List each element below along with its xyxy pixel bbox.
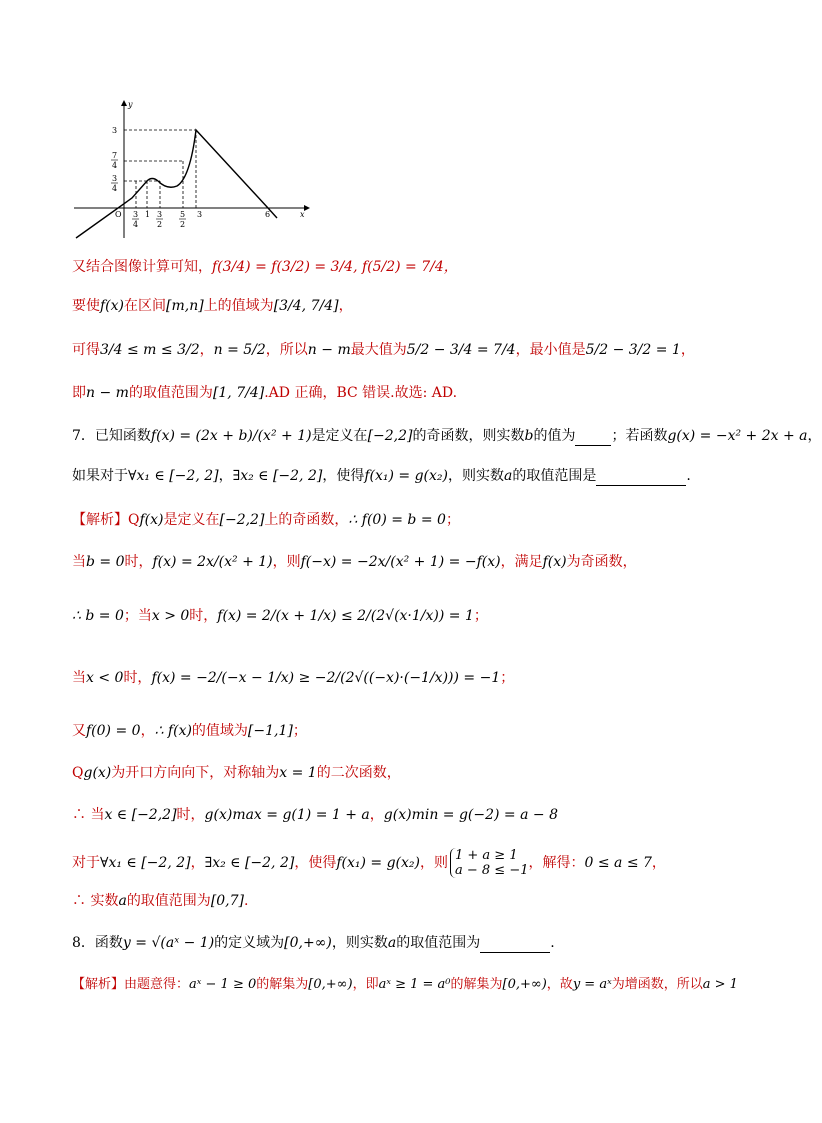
origin-label: O: [115, 210, 122, 219]
x-tick-3-over-4-den: 4: [133, 220, 139, 229]
x-tick-3-over-2-num: 3: [157, 210, 163, 219]
question-7-line-1: 7．已知函数f(x) = (2x + b)/(x² + 1)是定义在[−2,2]的奇函数，则实数b的值为 ；若函数g(x) = −x² + 2x + a，: [72, 428, 822, 444]
y-tick-3-over-4-num: 3: [112, 174, 118, 183]
solution-7-line-5: 又f(0) = 0，∴ f(x)的值域为[−1,1]；: [72, 723, 307, 739]
x-tick-5-over-2-den: 2: [180, 220, 186, 229]
function-curve: [76, 130, 277, 238]
solution-7-line-2: 当b = 0时，f(x) = 2x/(x² + 1)，则f(−x) = −2x/(x² + 1) = −f(x)，满足f(x)为奇函数，: [72, 554, 637, 570]
x-tick-5-over-2-num: 5: [180, 210, 186, 219]
x-axis-label: x: [300, 210, 305, 219]
x-tick-3-over-2-den: 2: [157, 220, 163, 229]
solution-7-line-3: ∴ b = 0；当x > 0时，f(x) = 2/(x + 1/x) ≤ 2/(2√(x·1/x)) = 1；: [72, 608, 488, 624]
analysis-tag-8: 【解析】: [72, 977, 125, 992]
solution-7-line-6: Qg(x)为开口方向向下，对称轴为x = 1的二次函数，: [72, 765, 401, 781]
calc-line: 又结合图像计算可知，f(3/4) = f(3/2) = 3/4, f(5/2) = 7/4，: [72, 259, 458, 275]
analysis-tag: 【解析】: [72, 512, 128, 528]
derivation-line: 可得3/4 ≤ m ≤ 3/2，n = 5/2，所以n − m最大值为5/2 − 3/4 = 7/4，最小值是5/2 − 3/2 = 1，: [72, 342, 695, 358]
x-tick-1: 1: [145, 210, 151, 219]
solution-7-line-9: ∴ 实数a的取值范围为[0,7].: [72, 893, 249, 909]
answer-blank-a[interactable]: [596, 471, 686, 486]
x-tick-6: 6: [265, 210, 271, 219]
range-condition-line: 要使f(x)在区间[m,n]上的值域为[3/4, 7/4]，: [72, 298, 353, 314]
x-tick-3-over-4-num: 3: [133, 210, 139, 219]
function-graph: [72, 98, 312, 240]
solution-8: 【解析】由题意得：aˣ − 1 ≥ 0的解集为[0,+∞)，即aˣ ≥ 1 = a⁰的解集为[0,+∞)，故y = aˣ为增函数，所以a > 1: [72, 977, 738, 992]
conclusion-line: 即n − m的取值范围为[1, 7/4].AD 正确，BC 错误.故选: AD.: [72, 385, 458, 401]
question-7-line-2: 如果对于∀x₁ ∈ [−2, 2]，∃x₂ ∈ [−2, 2]，使得f(x₁) = g(x₂)，则实数a的取值范围是 .: [72, 468, 691, 484]
question-8: 8．函数y = √(aˣ − 1)的定义域为[0,+∞)，则实数a的取值范围为 .: [72, 935, 555, 951]
y-tick-7-over-4-num: 7: [112, 151, 118, 160]
y-tick-7-over-4-den: 4: [112, 161, 118, 170]
answer-blank-b[interactable]: [575, 431, 611, 446]
y-axis-label: y: [128, 100, 133, 109]
y-axis-arrow: [121, 100, 127, 106]
y-tick-3-over-4-den: 4: [112, 184, 118, 193]
x-tick-3: 3: [197, 210, 203, 219]
x-axis-arrow: [304, 205, 310, 211]
solution-7-line-7: ∴ 当x ∈ [−2,2]时，g(x)max = g(1) = 1 + a，g(x)min = g(−2) = a − 8: [72, 807, 559, 823]
solution-7-line-4: 当x < 0时，f(x) = −2/(−x − 1/x) ≥ −2/(2√((−x)·(−1/x))) = −1；: [72, 670, 515, 686]
solution-7-line-1: 【解析】Qf(x)是定义在[−2,2]上的奇函数，∴ f(0) = b = 0；: [72, 512, 460, 528]
y-tick-3: 3: [112, 126, 118, 135]
inequality-system: 1 + a ≥ 1 a − 8 ≤ −1: [450, 848, 529, 878]
answer-blank-q8[interactable]: [480, 938, 550, 953]
solution-7-line-8: 对于∀x₁ ∈ [−2, 2]，∃x₂ ∈ [−2, 2]，使得f(x₁) = g(x₂)，则 1 + a ≥ 1 a − 8 ≤ −1 ，解得：0 ≤ a ≤ 7，: [72, 848, 666, 878]
dashed-guides: [124, 130, 196, 208]
